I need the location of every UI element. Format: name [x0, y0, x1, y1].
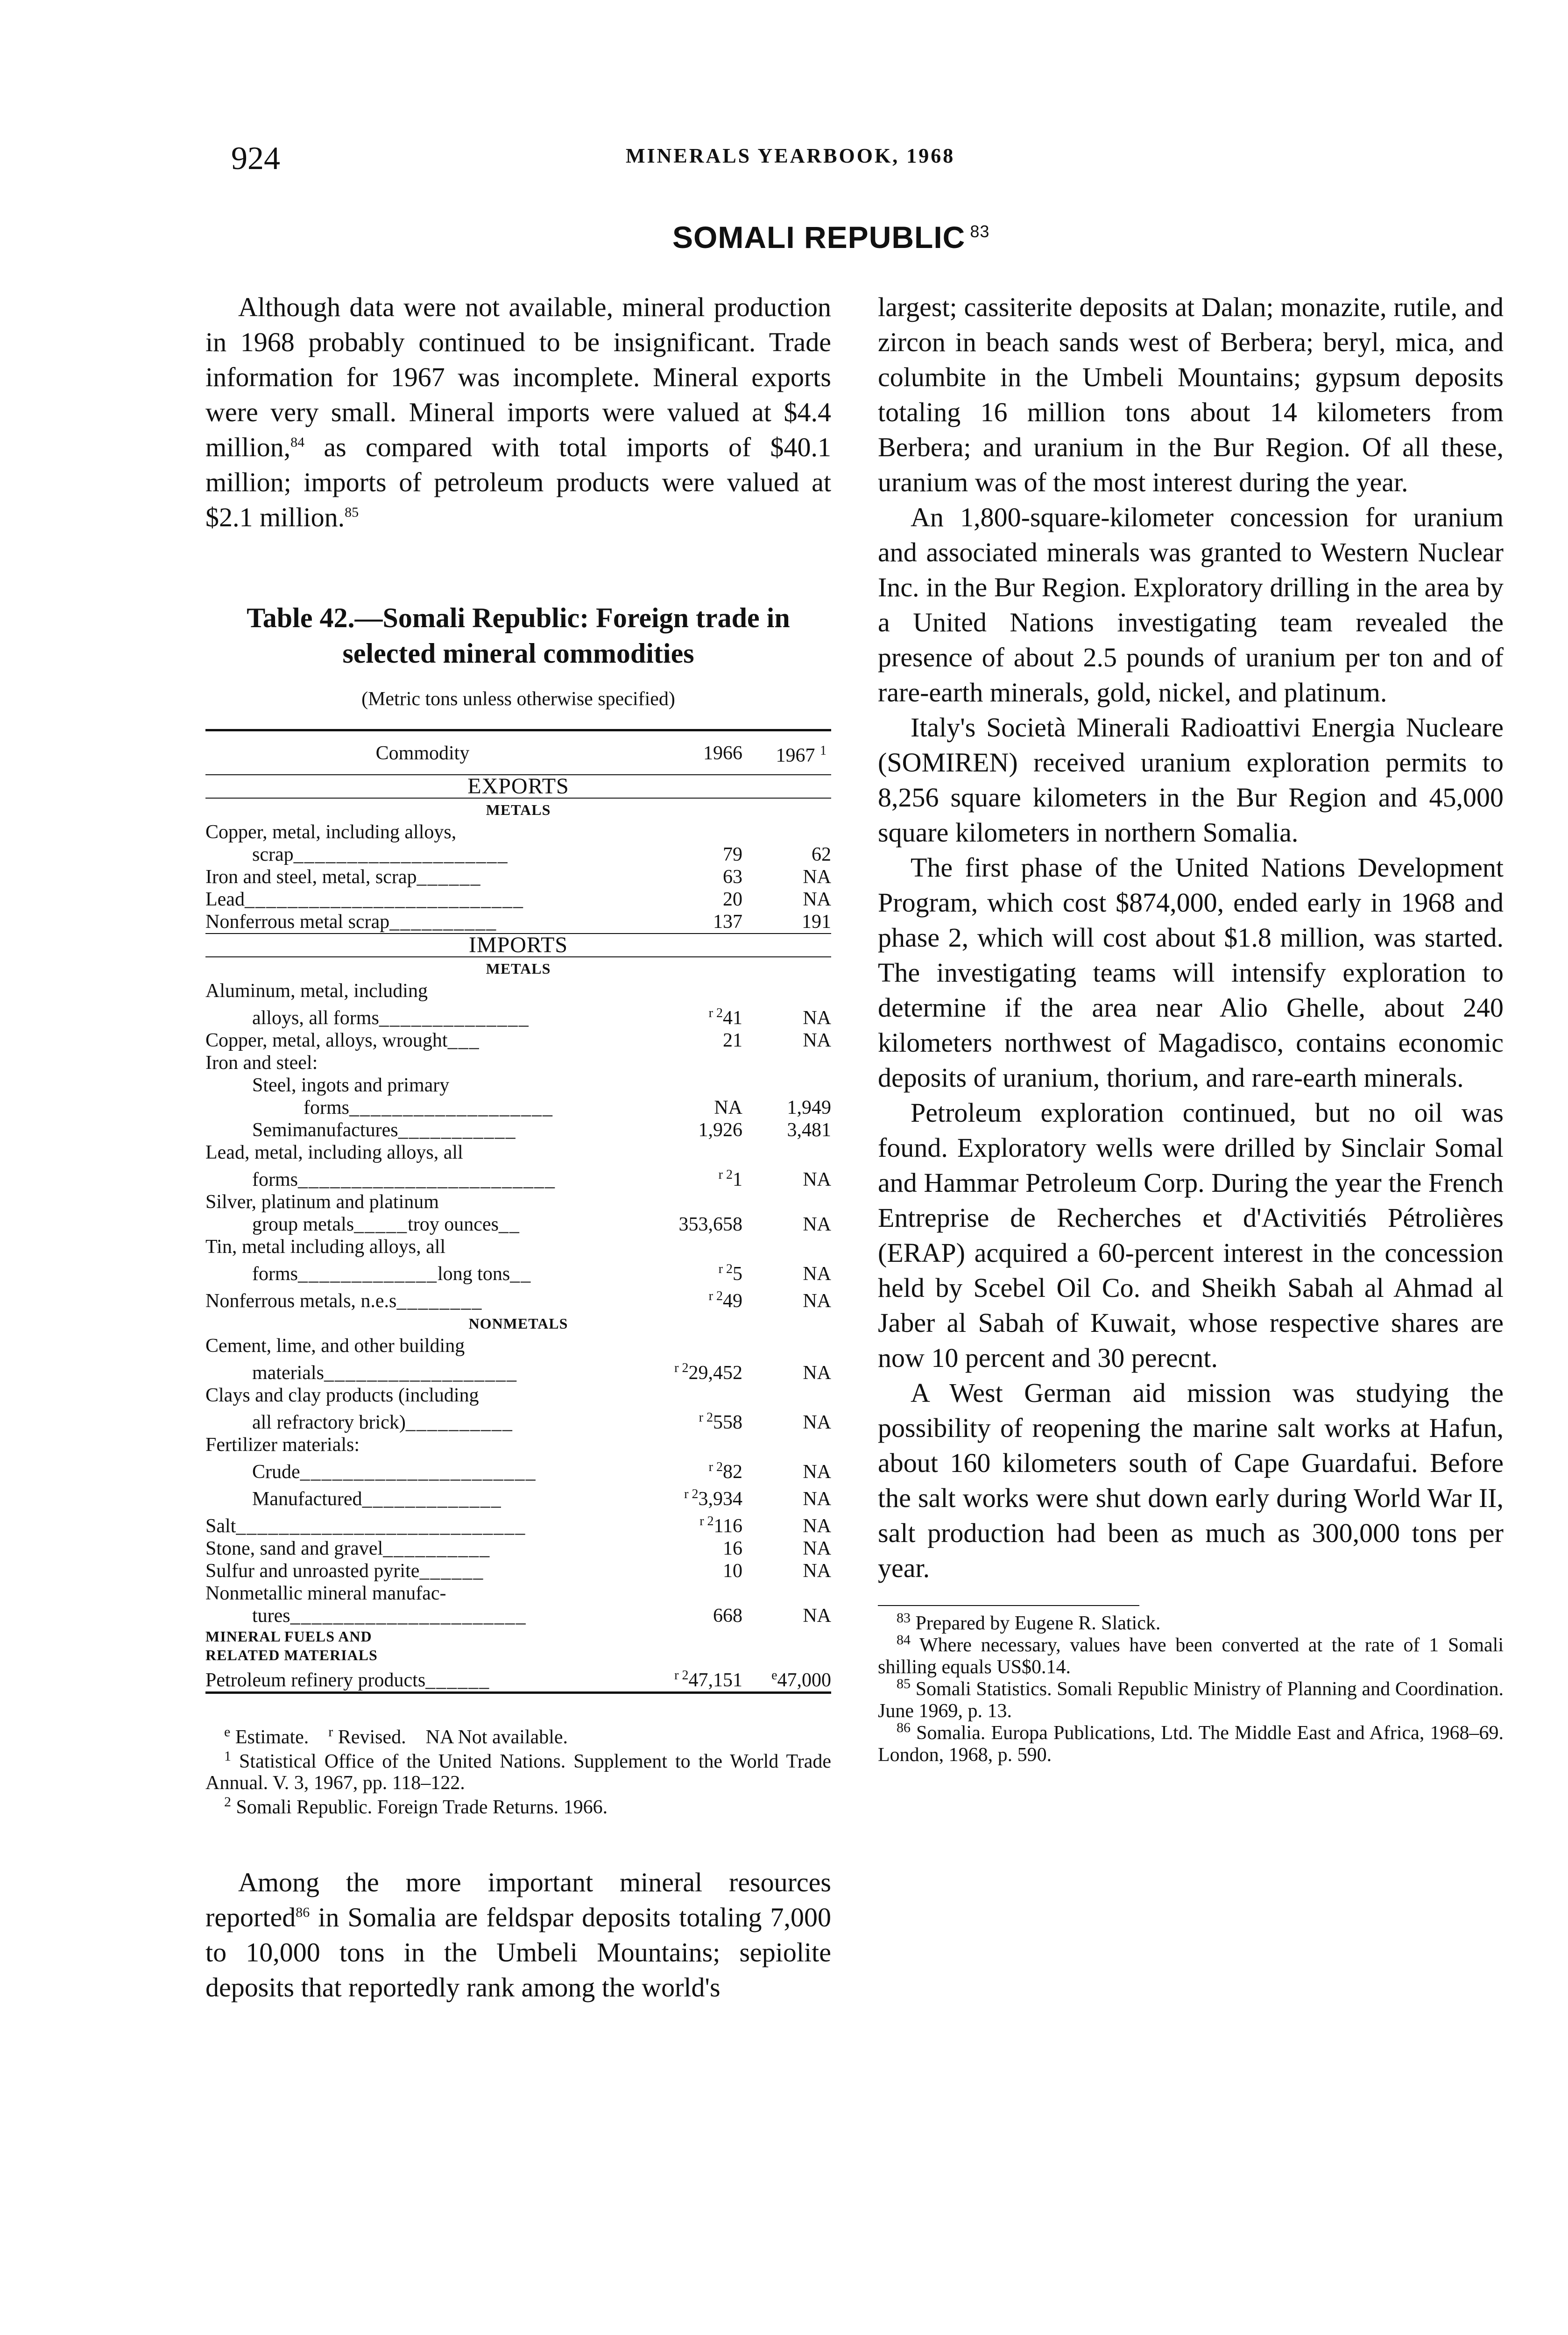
- row-label: Tin, metal including alloys, all: [205, 1236, 446, 1258]
- salt-works-paragraph: A West German aid mission was studying the possibility of reopening the marine salt works at Hafun, about 160 kilometers south of Cape Guardafui. Before the salt works were shut down early during World War II, salt production had been as much as 300,000 tons per year.: [878, 1378, 1504, 1583]
- cell-1966: 10: [723, 1560, 742, 1582]
- table-row: [205, 843, 831, 866]
- cell-1967: NA: [803, 1515, 831, 1537]
- row-label: all refractory brick)__________: [252, 1412, 513, 1433]
- section-exports: [205, 775, 831, 798]
- table-row: [205, 1384, 831, 1407]
- table-row: [205, 1052, 831, 1074]
- table-row: [205, 1074, 831, 1097]
- table-row: [205, 1456, 831, 1483]
- section-imports-label: IMPORTS: [205, 934, 831, 957]
- table-header-row: [205, 730, 831, 775]
- resources-paragraph: Among the more important mineral resources reported$^{86}$ in Somalia are feldspar deposits totaling 7,000 to 10,000 tons in the Umbeli Mountains; sepiolite deposits that reportedly rank among the world's: [205, 1867, 831, 2002]
- row-label: materials__________________: [252, 1362, 517, 1384]
- header-1967-text: 1967: [776, 745, 815, 766]
- table-row: [205, 1483, 831, 1510]
- row-label: Cement, lime, and other building: [205, 1335, 465, 1357]
- table-row: [205, 1605, 831, 1627]
- group-export-metals: [205, 798, 831, 821]
- cell-1967: NA: [803, 1007, 831, 1029]
- cell-1967: NA: [803, 1605, 831, 1627]
- table-subtitle: (Metric tons unless otherwise specified): [361, 688, 675, 710]
- table-row: [205, 866, 831, 888]
- cell-1966: $^{r 2}$1: [718, 1168, 742, 1190]
- footnote-83: $^{83}$ Prepared by Eugene R. Slatick.: [897, 1610, 1161, 1634]
- table-row: [205, 1119, 831, 1141]
- table-row: [205, 1191, 831, 1213]
- cell-1966: 668: [713, 1605, 742, 1627]
- cell-1967: NA: [803, 889, 831, 910]
- table-row: [205, 1537, 831, 1560]
- cell-1966: 20: [723, 889, 742, 910]
- group-fuels-line2: RELATED MATERIALS: [205, 1647, 378, 1663]
- row-label: forms___________________: [304, 1097, 553, 1118]
- row-label: tures______________________: [252, 1605, 527, 1627]
- cell-1967: NA: [803, 1290, 831, 1312]
- table-note-2: $^2$ Somali Republic. Foreign Trade Returns. 1966.: [224, 1794, 608, 1818]
- row-label: Manufactured_____________: [252, 1488, 502, 1510]
- revised-mark: r 2: [708, 1289, 723, 1303]
- cell-1967: NA: [803, 1560, 831, 1582]
- table-row: [205, 1029, 831, 1052]
- legend-revised: Revised.: [338, 1726, 406, 1748]
- cell-1966: $^{r 2}$5: [718, 1262, 742, 1285]
- table-row: [205, 1141, 831, 1164]
- cell-1966: $^{r 2}$558: [699, 1410, 742, 1433]
- table-row: [205, 1582, 831, 1605]
- row-label: Lead__________________________: [205, 889, 524, 910]
- table-row: [205, 1407, 831, 1434]
- legend-na: NA Not available.: [425, 1726, 568, 1748]
- table-legend: [205, 1726, 831, 1748]
- cell-1967: 62: [812, 844, 831, 865]
- article-title: [672, 219, 989, 255]
- cell-1967: NA: [803, 1488, 831, 1510]
- group-fuels-line1: MINERAL FUELS AND: [205, 1628, 372, 1645]
- row-label: Salt___________________________: [205, 1515, 526, 1537]
- table-row: [205, 888, 831, 911]
- footnote-84: $^{84}$ Where necessary, values have been converted at the rate of 1 Somali shilling equals US$0.14.: [878, 1632, 1504, 1678]
- cell-1966: $^{r 2}$47,151: [640, 1664, 742, 1693]
- table-row: [205, 821, 831, 843]
- header-1967: [742, 730, 831, 775]
- intro-text-2: as compared with total imports of $40.1 million; imports of petroleum products were valued at $2.1 million.: [205, 432, 831, 532]
- cell-1966: 21: [723, 1030, 742, 1051]
- revised-mark: r 2: [674, 1361, 689, 1375]
- cell-1966: $^{r 2}$82: [708, 1460, 742, 1483]
- footnote-divider: [878, 1605, 1139, 1606]
- cell-1966: 16: [723, 1538, 742, 1559]
- undp-paragraph: The first phase of the United Nations Development Program, which cost $874,000, ended early in 1968 and phase 2, which will cost about $1.8 million, was started. The investigating teams will intensify exploration to determine if the area near Alio Ghelle, about 240 kilometers northwest of Magadisco, contains economic deposits of uranium, thorium, and rare-earth minerals.: [878, 852, 1504, 1093]
- row-label: Fertilizer materials:: [205, 1434, 360, 1456]
- table-row: [205, 1285, 831, 1312]
- row-label: forms_____________long tons__: [252, 1263, 532, 1285]
- cell-1966: 353,658: [678, 1214, 742, 1235]
- row-label: Petroleum refinery products______: [205, 1664, 640, 1693]
- table-row: [205, 911, 831, 934]
- row-label: Crude______________________: [252, 1461, 537, 1483]
- header-commodity: Commodity: [205, 730, 640, 775]
- table-row: [205, 1258, 831, 1285]
- revised-mark: r 2: [708, 1006, 723, 1020]
- group-nonmetals: [205, 1312, 831, 1335]
- group-import-metals: [205, 957, 831, 980]
- cell-1966: $^{r 2}$116: [699, 1514, 742, 1537]
- table-row: [205, 1097, 831, 1119]
- group-nonmetals-label: NONMETALS: [468, 1315, 568, 1332]
- cell-1967: 3,481: [787, 1119, 831, 1141]
- row-label: Steel, ingots and primary: [252, 1075, 450, 1096]
- cell-1967: NA: [803, 1169, 831, 1190]
- table-note-1: $^1$ Statistical Office of the United Nations. Supplement to the World Trade Annual. V. 3, 1967, pp. 118–122.: [205, 1748, 831, 1794]
- group-import-metals-label: METALS: [486, 960, 551, 977]
- table-row: [205, 1335, 831, 1357]
- cell-1967: NA: [803, 1263, 831, 1285]
- legend-estimate-mark: e: [224, 1724, 231, 1740]
- revised-mark: r 2: [674, 1668, 689, 1683]
- petroleum-paragraph: Petroleum exploration continued, but no oil was found. Exploratory wells were drilled by Sinclair Somal and Hammar Petroleum Corp. During the year the French Entreprise de Recherches et d'Activitiés Pétrolières (ERAP) acquired a 60-percent interest in the concession held by Scebel Oil Co. and Sheikh Sabah al Ahmad al Jaber al Sabah of Kuwait, whose respective shares are now 10 percent and 30 perecnt.: [878, 1097, 1504, 1373]
- resources-continuation: largest; cassiterite deposits at Dalan; monazite, rutile, and zircon in beach sands west of Berbera; beryl, mica, and columbite in the Umbeli Mountains; gypsum deposits totaling 16 million tons about 14 kilometers from Berbera; and uranium in the Bur Region. Of all these, uranium was of the most interest during the year.: [878, 292, 1504, 497]
- footnote-ref-86: 86: [296, 1904, 310, 1920]
- legend-revised-mark: r: [328, 1724, 333, 1740]
- footnote-86: $^{86}$ Somalia. Europa Publications, Ltd. The Middle East and Africa, 1968–69. London, 1968, p. 590.: [878, 1720, 1504, 1766]
- cell-1966: 1,926: [698, 1119, 742, 1141]
- table-row: [205, 1357, 831, 1384]
- row-label: Semimanufactures___________: [252, 1119, 516, 1141]
- cell-1966: NA: [714, 1097, 742, 1118]
- cell-1966: 137: [713, 911, 742, 933]
- trade-table: [205, 729, 831, 1694]
- section-imports: [205, 934, 831, 957]
- revised-mark: r 2: [699, 1410, 713, 1425]
- row-label: Nonferrous metals, n.e.s________: [205, 1290, 483, 1312]
- revised-mark: r 2: [718, 1262, 733, 1276]
- estimate-mark: e: [771, 1668, 777, 1683]
- row-label: Silver, platinum and platinum: [205, 1191, 439, 1213]
- table-row: [205, 980, 831, 1002]
- header-1966: 1966: [640, 730, 742, 775]
- title-footnote-ref: 83: [970, 222, 990, 241]
- table-title: Table 42.—Somali Republic: Foreign trade in selected mineral commodities: [247, 602, 790, 669]
- row-label: Iron and steel:: [205, 1052, 318, 1074]
- row-label: Stone, sand and gravel__________: [205, 1538, 491, 1559]
- row-label: alloys, all forms______________: [252, 1007, 530, 1029]
- row-label: Sulfur and unroasted pyrite______: [205, 1560, 484, 1582]
- row-label: scrap____________________: [252, 844, 509, 865]
- page-number: 924: [231, 141, 280, 177]
- cell-1966: $^{r 2}$3,934: [684, 1487, 742, 1510]
- right-column: [878, 290, 1504, 1766]
- cell-1967: 1,949: [787, 1097, 831, 1118]
- row-label: Copper, metal, alloys, wrought___: [205, 1030, 480, 1051]
- revised-mark: r 2: [718, 1168, 733, 1182]
- table-row: [205, 1002, 831, 1029]
- footnote-ref-85: 85: [345, 504, 359, 520]
- cell-1967: NA: [803, 1412, 831, 1433]
- cell-1966: 79: [723, 844, 742, 865]
- cell-1967: $^e$47,000: [742, 1664, 831, 1693]
- section-exports-label: EXPORTS: [205, 775, 831, 798]
- cell-1967: 191: [802, 911, 831, 933]
- row-label: Clays and clay products (including: [205, 1385, 479, 1406]
- intro-text-1: Although data were not available, mineral production in 1968 probably continued to be insignificant. Trade information for 1967 was incomplete. Mineral exports were very small. Mineral imports were valued at $4.4 million,: [205, 292, 831, 462]
- cell-1966: 63: [723, 866, 742, 888]
- group-export-metals-label: METALS: [486, 801, 551, 818]
- legend-estimate: Estimate.: [235, 1726, 309, 1748]
- table-notes: [205, 1726, 831, 1818]
- cell-1966: $^{r 2}$29,452: [674, 1361, 742, 1384]
- row-label: Copper, metal, including alloys,: [205, 821, 457, 843]
- group-fuels-label: [205, 1627, 831, 1664]
- table-row: [205, 1434, 831, 1456]
- cell-1966: $^{r 2}$41: [708, 1006, 742, 1029]
- table-row: [205, 1560, 831, 1582]
- cell-1967: NA: [803, 1214, 831, 1235]
- row-label: Nonferrous metal scrap__________: [205, 911, 497, 933]
- cell-1966: $^{r 2}$49: [708, 1289, 742, 1312]
- row-label: group metals_____troy ounces__: [252, 1214, 520, 1235]
- revised-mark: r 2: [699, 1514, 714, 1528]
- article-title-text: SOMALI REPUBLIC: [672, 220, 966, 255]
- intro-paragraph: [205, 290, 831, 535]
- group-fuels: [205, 1627, 831, 1664]
- cell-1967: NA: [803, 1538, 831, 1559]
- running-head: MINERALS YEARBOOK, 1968: [626, 144, 955, 167]
- left-column: [205, 290, 831, 2005]
- table-row: [205, 1510, 831, 1537]
- row-label: Aluminum, metal, including: [205, 980, 428, 1002]
- cell-1967: NA: [803, 1362, 831, 1384]
- footnote-85: $^{85}$ Somali Statistics. Somali Republic Ministry of Planning and Coordination. June 1969, p. 13.: [878, 1676, 1504, 1722]
- row-label: forms________________________: [252, 1169, 556, 1190]
- cell-1967: NA: [803, 866, 831, 888]
- row-label: Nonmetallic mineral manufac-: [205, 1583, 446, 1604]
- cell-1967: NA: [803, 1461, 831, 1483]
- table-row: [205, 1213, 831, 1236]
- revised-mark: r 2: [708, 1460, 723, 1474]
- somiren-paragraph: Italy's Società Minerali Radioattivi Energia Nucleare (SOMIREN) received uranium exploration permits to 8,256 square kilometers in the Bur Region and 45,000 square kilometers in northern Somalia.: [878, 712, 1504, 848]
- concession-paragraph: An 1,800-square-kilometer concession for uranium and associated minerals was granted to Western Nuclear Inc. in the Bur Region. Exploratory drilling in the area by a United Nations investigating team revealed the presence of about 2.5 pounds of uranium per ton and of rare-earth minerals, gold, nickel, and platinum.: [878, 502, 1504, 708]
- table-row: [205, 1236, 831, 1258]
- row-label: Iron and steel, metal, scrap______: [205, 866, 481, 888]
- row-label: Lead, metal, including alloys, all: [205, 1142, 463, 1163]
- revised-mark: r 2: [684, 1487, 699, 1501]
- footnote-ref-84: 84: [290, 434, 305, 450]
- table-row: [205, 1664, 831, 1693]
- table-row: [205, 1164, 831, 1191]
- cell-1967: NA: [803, 1030, 831, 1051]
- header-1967-note: 1: [820, 743, 826, 758]
